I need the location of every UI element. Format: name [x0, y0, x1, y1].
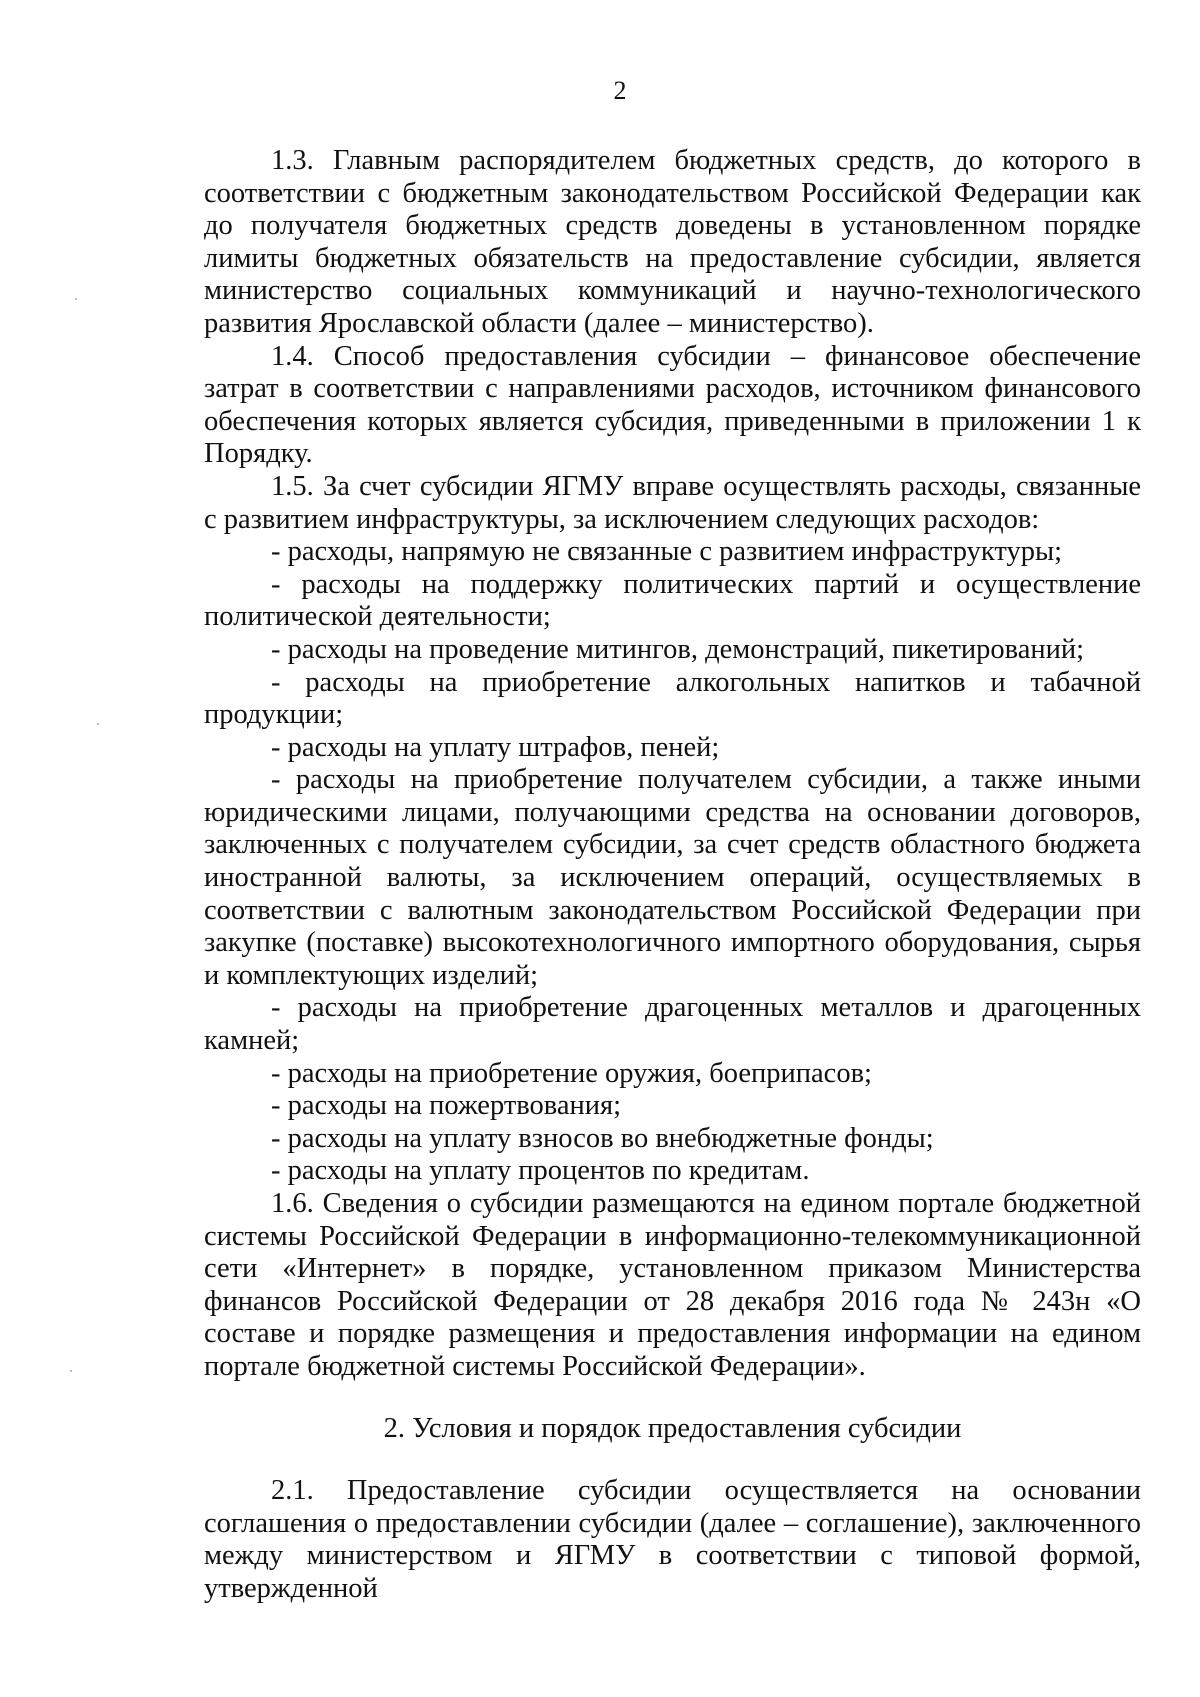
list-item: - расходы на приобретение оружия, боеприпасов;: [271, 1057, 872, 1089]
list-item: - расходы на пожертвования;: [271, 1090, 622, 1122]
scan-speck: [97, 723, 99, 725]
scan-speck: [70, 1370, 72, 1372]
list-item: - расходы на уплату штрафов, пеней;: [271, 731, 720, 763]
document-body: [204, 145, 1141, 1606]
page-number: 2: [613, 76, 627, 105]
paragraph-2-1: 2.1. Предоставление субсидии осуществляется на основании соглашения о предоставлении субсидии (далее – соглашение), заключенного между министерством и ЯГМУ в соответствии с типовой формой, утвержденной: [204, 1475, 1141, 1604]
list-item: - расходы на уплату процентов по кредитам.: [271, 1155, 810, 1187]
list-item: - расходы на проведение митингов, демонстраций, пикетирований;: [271, 633, 1085, 665]
list-item: - расходы, напрямую не связанные с развитием инфраструктуры;: [271, 536, 1063, 568]
paragraph-1-5: 1.5. За счет субсидии ЯГМУ вправе осуществлять расходы, связанные с развитием инфраструктуры, за исключением следующих расходов:: [204, 470, 1141, 535]
list-item: - расходы на поддержку политических партий и осуществление политической деятельности;: [204, 568, 1141, 633]
paragraph-1-4: 1.4. Способ предоставления субсидии – финансовое обеспечение затрат в соответствии с направлениями расходов, источником финансового обеспечения которых является субсидия, приведенными в приложении 1 к Порядку.: [204, 340, 1141, 470]
paragraph-1-3: 1.3. Главным распорядителем бюджетных средств, до которого в соответствии с бюджетным законодательством Российской Федерации как до получателя бюджетных средств доведены в установленном порядке лимиты бюджетных обязательств на предоставление субсидии, является министерство социальных коммуникаций и научно-технологического развития Ярославской области (далее – министерство).: [204, 145, 1141, 339]
scan-speck: [75, 298, 77, 300]
paragraph-1-6: 1.6. Сведения о субсидии размещаются на едином портале бюджетной системы Российской Федерации в информационно-телекоммуникационной сети «Интернет» в порядке, установленном приказом Министерства финансов Российской Федерации от 28 декабря 2016 года № 243н «О составе и порядке размещения и предоставления информации на едином портале бюджетной системы Российской Федерации».: [204, 1188, 1141, 1382]
list-item: - расходы на приобретение получателем субсидии, а также иными юридическими лицами, получающими средства на основании договоров, заключенных с получателем субсидии, за счет средств областного бюджета иностранной валюты, за исключением операций, осуществляемых в соответствии с валютным законодательством Российской Федерации при закупке (поставке) высокотехнологичного импортного оборудования, сырья и комплектующих изделий;: [204, 764, 1141, 991]
list-item: - расходы на приобретение алкогольных напитков и табачной продукции;: [204, 666, 1141, 731]
list-item: - расходы на приобретение драгоценных металлов и драгоценных камней;: [204, 992, 1141, 1057]
section-heading: 2. Условия и порядок предоставления субсидии: [383, 1412, 962, 1444]
list-item: - расходы на уплату взносов во внебюджетные фонды;: [271, 1122, 934, 1154]
